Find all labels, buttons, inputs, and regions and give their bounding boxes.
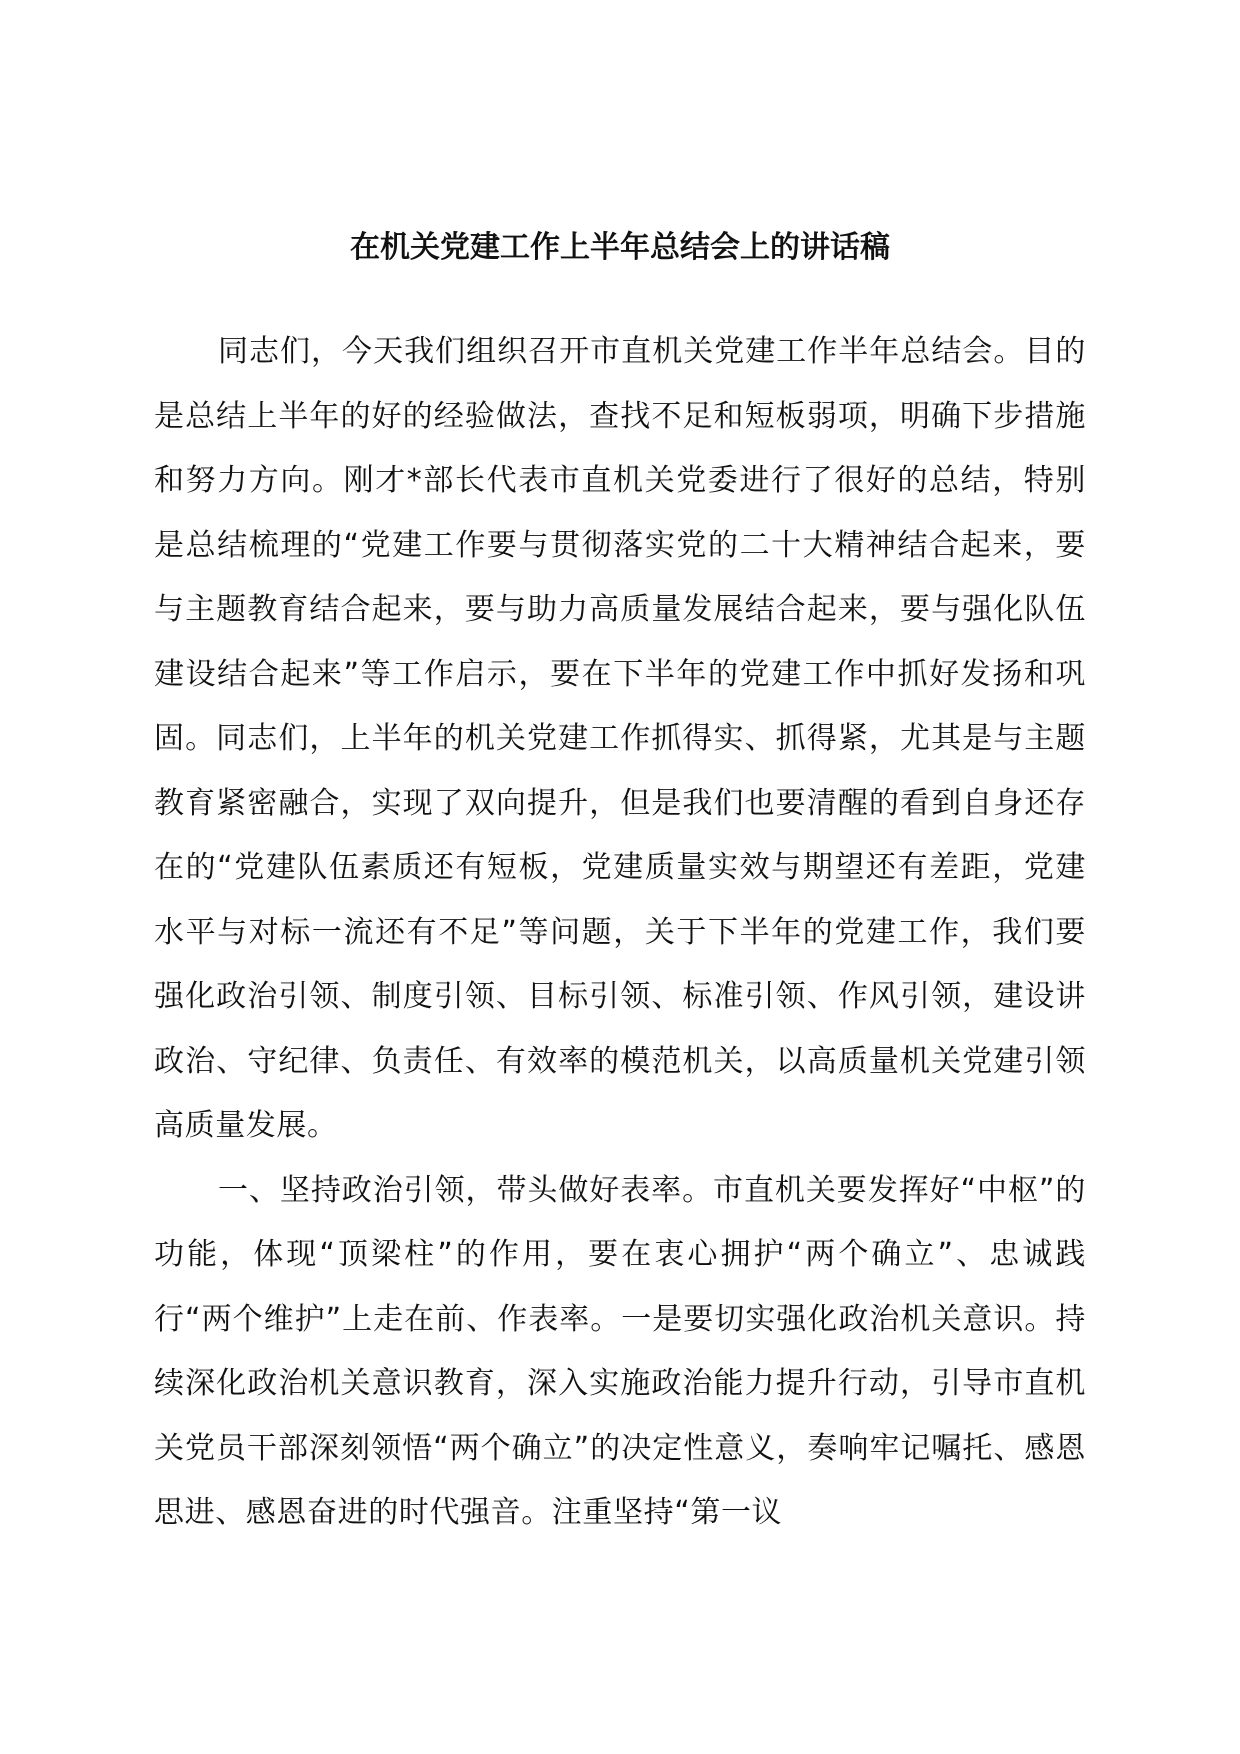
paragraph-intro: 同志们，今天我们组织召开市直机关党建工作半年总结会。目的是总结上半年的好的经验做法，查找不足和短板弱项，明确下步措施和努力方向。刚才*部长代表市直机关党委进行了很好的总结，特别是总结梳理的“党建工作要与贯彻落实党的二十大精神结合起来，要与主题教育结合起来，要与助力高质量发展结合起来，要与强化队伍建设结合起来”等工作启示，要在下半年的党建工作中抓好发扬和巩固。同志们，上半年的机关党建工作抓得实、抓得紧，尤其是与主题教育紧密融合，实现了双向提升，但是我们也要清醒的看到自身还存在的“党建队伍素质还有短板，党建质量实效与期望还有差距，党建水平与对标一流还有不足”等问题，关于下半年的党建工作，我们要强化政治引领、制度引领、目标引领、标准引领、作风引领，建设讲政治、守纪律、负责任、有效率的模范机关，以高质量机关党建引领高质量发展。 <box>154 334 1086 1143</box>
document-body <box>154 320 1086 1546</box>
paragraph-section-one: 一、坚持政治引领，带头做好表率。市直机关要发挥好“中枢”的功能，体现“顶梁柱”的作用，要在衷心拥护“两个确立”、忠诚践行“两个维护”上走在前、作表率。一是要切实强化政治机关意识。持续深化政治机关意识教育，深入实施政治能力提升行动，引导市直机关党员干部深刻领悟“两个确立”的决定性意义，奏响牢记嘱托、感恩思进、感恩奋进的时代强音。注重坚持“第一议 <box>154 1172 1086 1530</box>
document-title: 在机关党建工作上半年总结会上的讲话稿 <box>350 230 890 265</box>
